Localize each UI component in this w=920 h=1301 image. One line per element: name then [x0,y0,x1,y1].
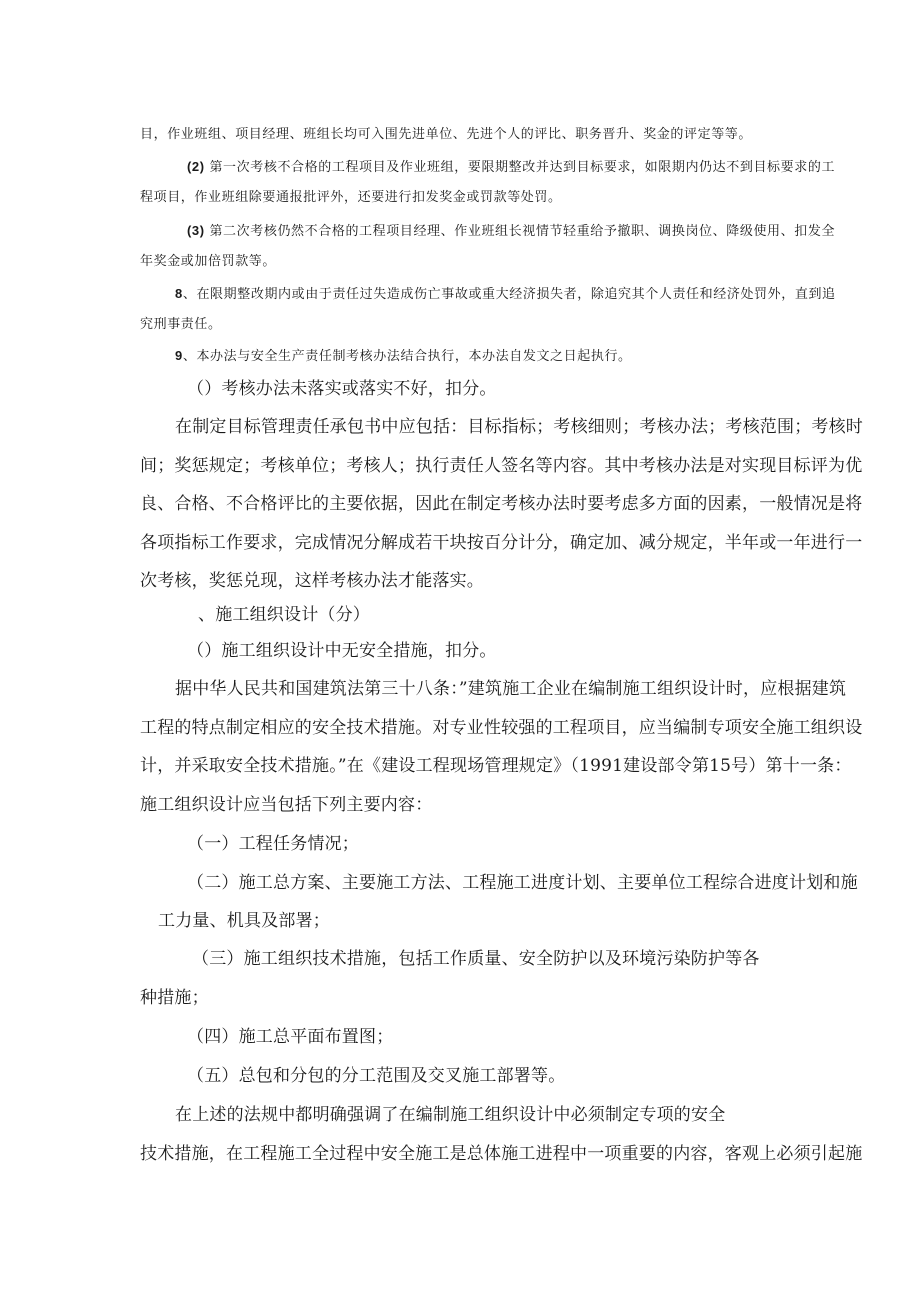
item-number: (3) [187,223,205,238]
text-line: 究刑事责任。 [140,317,222,332]
list-item: （二）施工总方案、主要施工方法、工程施工进度计划、主要单位工程综合进度计划和施 [187,873,858,893]
text-span: 第一次考核不合格的工程项目及作业班组，要限期整改并达到目标要求，如限期内仍达不到目标要求的工 [209,160,836,175]
text-line: 工程的特点制定相应的安全技术措施。对专业性较强的工程项目，应当编制专项安全施工组织设 [140,718,863,738]
text-line: 计，并采取安全技术措施。”在《建设工程现场管理规定》（1991建设部令第15号）第十一条： [140,756,852,776]
text-line: 各项指标工作要求，完成情况分解成若干块按百分计分，确定加、减分规定，半年或一年进行一 [140,533,863,553]
paragraph-3-line [187,220,835,239]
text-span: 、在限期整改期内或由于责任过失造成伤亡事故或重大经济损失者，除追究其个人责任和经济处罚外，直到追 [182,287,836,302]
text-line: 间；奖惩规定；考核单位；考核人；执行责任人签名等内容。其中考核办法是对实现目标评为优 [140,456,863,476]
paragraph-2-line [187,156,835,175]
list-item: （三）施工组织技术措施，包括工作质量、安全防护以及环境污染防护等各 [192,949,760,969]
section-heading: 、施工组织设计（分） [198,605,370,625]
list-item: （五）总包和分包的分工范围及交叉施工部署等。 [187,1066,566,1086]
text-line: 在制定目标管理责任承包书中应包括：目标指标；考核细则；考核办法；考核范围；考核时 [175,417,863,437]
text-line: 工力量、机具及部署； [158,911,330,931]
text-line: 据中华人民共和国建筑法第三十八条：”建筑施工企业在编制施工组织设计时，应根据建筑 [175,679,847,699]
text-line: 在上述的法规中都明确强调了在编制施工组织设计中必须制定专项的安全 [175,1105,726,1125]
text-span: 、本办法与安全生产责任制考核办法结合执行，本办法自发文之日起执行。 [182,349,632,364]
paragraph-9-line [175,345,632,364]
item-number: 8 [175,286,183,301]
paragraph-8-line [175,283,836,302]
text-line: 良、合格、不合格评比的主要依据，因此在制定考核办法时要考虑多方面的因素，一般情况是将 [140,494,863,514]
item-number: (2) [187,159,205,174]
list-item: （一）工程任务情况； [187,834,359,854]
text-line: 次考核，奖惩兑现，这样考核办法才能落实。 [140,571,484,591]
text-line: 程项目，作业班组除要通报批评外，还要进行扣发奖金或罚款等处罚。 [140,190,562,205]
text-line: （）考核办法未落实或落实不好，扣分。 [187,379,497,399]
text-span: 第二次考核仍然不合格的工程项目经理、作业班组长视情节轻重给予撤职、调换岗位、降级使用、扣发全 [209,224,836,239]
text-line: 目，作业班组、项目经理、班组长均可入围先进单位、先进个人的评比、职务晋升、奖金的评定等等。 [140,127,753,142]
text-line: （）施工组织设计中无安全措施，扣分。 [187,641,497,661]
text-line: 年奖金或加倍罚款等。 [140,254,277,269]
list-item: （四）施工总平面布置图； [187,1027,394,1047]
item-number: 9 [175,348,183,363]
text-line: 种措施； [140,988,209,1008]
text-line: 施工组织设计应当包括下列主要内容： [140,795,433,815]
text-line: 技术措施，在工程施工全过程中安全施工是总体施工进程中一项重要的内容，客观上必须引起施 [140,1144,863,1164]
